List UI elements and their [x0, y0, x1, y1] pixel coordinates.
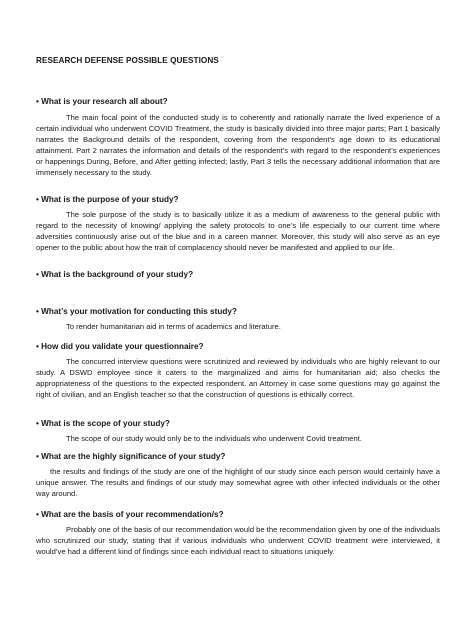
question-background: • What is the background of your study? [36, 270, 194, 279]
question-motivation: • What’s your motivation for conducting this study? [36, 307, 237, 316]
answer-validate-questionnaire: The concurred interview questions were scrutinized and reviewed by individuals who are highly relevant to our study. A DSWD employee since it caters to the marginalized and aims for humanitarian aid; also checks the appropriateness of the questions to the expected respondent. an Attorney in case some questions may go against the right of civilian, and an English teacher so that the construction of questions is ethically correct. [36, 357, 440, 399]
answer-research-about: The main focal point of the conducted study is to coherently and rationally narrate the lived experience of a certain individual who underwent COVID Treatment, the study is basically divided into three major parts; Part 1 basically narrates the Background details of the respondent, covering from the respondent’s age down to its educational attainment. Part 2 narrates the information and details of the respondent’s with regard to the respondent’s experiences or happenings During, Before, and After getting infected; lastly, Part 3 tells the necessary additional information that are immensely necessary to the study. [36, 113, 440, 177]
question-validate-questionnaire: • How did you validate your questionnaire? [36, 342, 204, 351]
document-title: RESEARCH DEFENSE POSSIBLE QUESTIONS [36, 56, 219, 65]
answer-recommendation-basis: Probably one of the basis of our recommendation would be the recommendation given by one of the individuals who scrutinized our study, stating that if various individuals who underwent COVID treatment were interviewed, it would’ve had a different kind of findings since each individual react to situations uniquely. [36, 525, 440, 556]
answer-scope: The scope of our study would only be to the individuals who underwent Covid treatment. [66, 434, 362, 443]
question-scope: • What is the scope of your study? [36, 419, 170, 428]
question-purpose: • What is the purpose of your study? [36, 195, 179, 204]
question-significance: • What are the highly significance of your study? [36, 452, 226, 461]
answer-purpose: The sole purpose of the study is to basically utilize it as a medium of awareness to the general public with regard to the necessity of knowing/ applying the safety protocols to one’s life especially to our current time where adversities continuously arise out of the blue and in a careen manner. Moreover, this study will also serve as an eye opener to the public about how the trait of complacency should never be manifested and applied to our life. [36, 210, 440, 252]
question-recommendation-basis: • What are the basis of your recommendation/s? [36, 510, 224, 519]
question-research-about: • What is your research all about? [36, 97, 168, 106]
answer-motivation: To render humanitarian aid in terms of academics and literature. [66, 322, 281, 331]
answer-significance: the results and findings of the study are one of the highlight of our study since each person would certainly have a unique answer. The results and findings of our study may somewhat agree with other infected individuals or the other way around. [36, 467, 440, 498]
